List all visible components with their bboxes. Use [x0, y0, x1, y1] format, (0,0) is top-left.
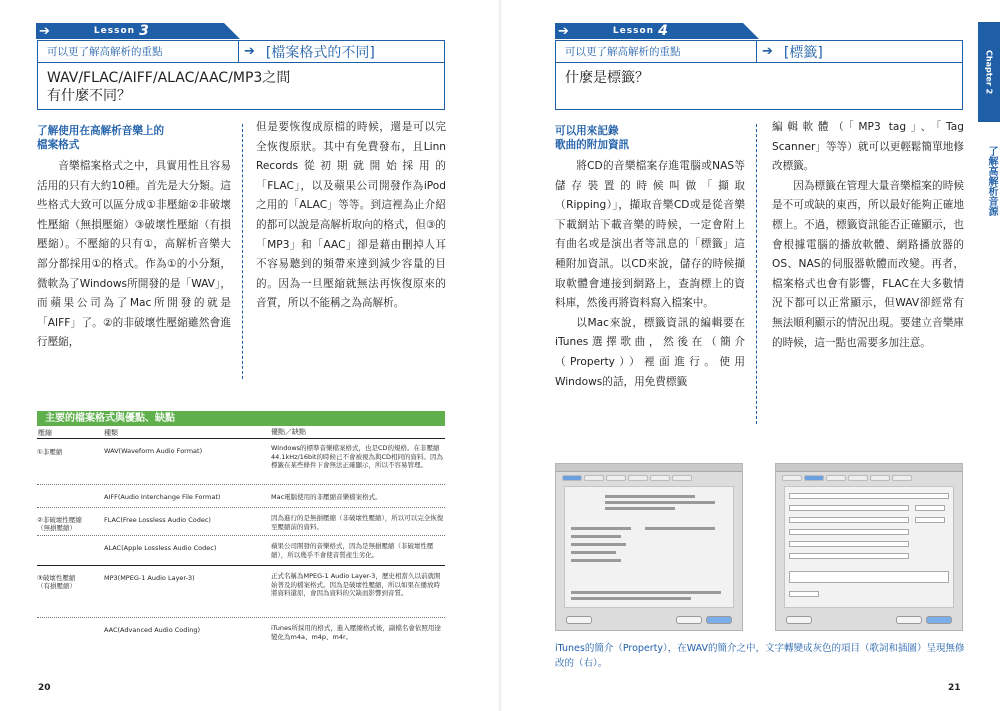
- body-paragraph: 因為標籤在管理大量音樂檔案的時候是不可或缺的東西，所以最好能夠正確地標上。不過，標籤資訊能否正確顯示，也會根據電腦的播放軟體、網路播放器的OS、NAS的伺服器軟體而改變。再者，檔案格式也會有影響，FLAC在大多數情況下都可以正常顯示，但WAV卻經常有無法順利顯示的情況出現。要建立音樂庫的時候，這一點也需要多加注意。: [772, 179, 964, 349]
- body-paragraph: 以Mac來說，標籤資訊的編輯要在iTunes選擇歌曲，然後在（簡介（Property））裡面進行。使用Windows的話，用免費標籤: [555, 316, 745, 388]
- desc-cell: Windows的標準音樂檔案格式，也是CD的規格。在非壓縮44.1kHz/16bit的時候已不會被視為與CD相同的資料。因為標籤在某些條件下會無法正確顯示，所以不容易管理。: [271, 444, 444, 469]
- column-heading: 可以用來記錄 歌曲的附加資訊: [555, 125, 630, 151]
- type-cell: FLAC(Free Lossless Audio Codec): [104, 516, 211, 524]
- lesson-header: [555, 40, 963, 110]
- itunes-info-screenshot-left: [555, 463, 743, 631]
- arrow-icon: ➔: [238, 41, 260, 62]
- group-cell: [37, 485, 104, 507]
- column-1: [37, 124, 231, 353]
- column-heading: 了解使用在高解析音樂上的 檔案格式: [37, 125, 165, 151]
- lesson-title: WAV/FLAC/AIFF/ALAC/AAC/MP3之間 有什麼不同？: [47, 70, 291, 104]
- desc-cell: 蘋果公司開發的音樂格式，因為是無損壓縮（非破壞性壓縮），所以幾乎不會使音質產生劣化。: [271, 542, 434, 559]
- body-paragraph: 但是要恢復成原檔的時候，還是可以完全恢復原狀。其中有免費發布，且Linn Records從初期就開始採用的「FLAC」，以及蘋果公司開發作為iPod之用的「ALAC」等等。到這裡為止介紹的都可以說是高解析取向的格式，但③的「MP3」和「AAC」卻是藉由刪掉人耳不容易聽到的頻帶來達到減少容量的目的。因為一旦壓縮就無法再恢復原來的音質，所以不能稱之為高解析。: [256, 121, 446, 310]
- itunes-info-screenshot-right: [775, 463, 963, 631]
- header-cell: 優點／缺點: [271, 428, 306, 437]
- type-cell: AIFF(Audio Interchange File Format): [104, 493, 221, 501]
- table-header: [37, 427, 445, 439]
- window-titlebar: [776, 464, 962, 472]
- type-cell: ALAC(Apple Lossless Audio Codec): [104, 544, 217, 552]
- group-cell: ①非壓縮: [37, 448, 63, 456]
- page-number: 20: [38, 683, 51, 693]
- subtitle-left: 可以更了解高解析的重點: [47, 46, 163, 58]
- lesson-label: Lesson: [93, 26, 136, 36]
- lesson-number: 3: [139, 23, 149, 39]
- group-cell: [37, 618, 104, 648]
- group-cell: ②非破壞性壓縮 （無損壓縮）: [37, 516, 82, 532]
- dialog-button: [786, 616, 812, 624]
- table-row: [37, 618, 445, 648]
- dialog-pane: [564, 486, 734, 608]
- subtitle-right: [檔案格式的不同]: [265, 44, 375, 61]
- dialog-button: [926, 616, 952, 624]
- group-cell: [37, 536, 104, 565]
- lesson-bar-tip: [743, 23, 759, 39]
- subtitle-row: [556, 41, 962, 63]
- table-row: [37, 508, 445, 536]
- table-row: [37, 485, 445, 508]
- lesson-tab: [36, 23, 261, 39]
- table-row: [37, 566, 445, 618]
- column-divider: [756, 124, 757, 424]
- type-cell: MP3(MPEG-1 Audio Layer-3): [104, 574, 195, 582]
- body-paragraph: 編輯軟體（「MP3 tag」、「Tag Scanner」等等）就可以更輕鬆簡單地修改標籤。: [772, 121, 964, 173]
- group-cell: ③破壞性壓縮 （有損壓縮）: [37, 574, 76, 590]
- body-paragraph: 將CD的音樂檔案存進電腦或NAS等儲存裝置的時候叫做「擷取（Ripping）」，擷取音樂CD或是從音樂下載網站下載音樂的時候，一定會附上有曲名或是演出者等訊息的「標籤」這種附加資訊。以CD來說，儲存的時候擷取軟體會連接到網路上，查詢標上的資料庫，然後再將資料寫入檔案中。: [555, 160, 745, 310]
- lesson-title: 什麼是標籤？: [565, 70, 649, 86]
- desc-cell: iTunes所採用的格式，進入壓縮格式後，副檔名會依照用途變化為m4a、m4p、m4r。: [271, 624, 441, 641]
- format-table: [37, 427, 445, 648]
- dialog-button: [676, 616, 702, 624]
- header-cell: 壓縮: [38, 428, 52, 437]
- arrow-icon: ➔: [756, 41, 778, 62]
- dialog-tabs: [776, 472, 962, 484]
- lesson-tab: [555, 23, 780, 39]
- column-1: [555, 124, 745, 392]
- dialog-button: [896, 616, 922, 624]
- lesson-header: [37, 40, 445, 110]
- chapter-side-tab: Chapter 2: [978, 22, 1000, 122]
- subtitle-row: [38, 41, 444, 63]
- window-titlebar: [556, 464, 742, 472]
- lesson-label: Lesson: [612, 26, 655, 36]
- column-2: [772, 118, 964, 353]
- desc-cell: Mac電腦使用的非壓縮音樂檔案格式。: [271, 493, 382, 501]
- dialog-pane: [784, 486, 954, 608]
- arrow-icon: ➔: [558, 23, 569, 39]
- right-page: [500, 0, 1000, 711]
- column-2: [256, 118, 446, 314]
- header-cell: 種類: [104, 428, 118, 437]
- type-cell: AAC(Advanced Audio Coding): [104, 626, 200, 634]
- dialog-button: [706, 616, 732, 624]
- desc-cell: 因為進行的是無損壓縮（非破壞性壓縮），所以可以完全恢復至壓縮前的資料。: [271, 514, 444, 531]
- dialog-tabs: [556, 472, 742, 484]
- body-paragraph: 音樂檔案格式之中，具實用性且容易活用的只有大約10種。首先是大分類。這些格式大致可以區分成①非壓縮②非破壞性壓縮（無損壓縮）③破壞性壓縮（有損壓縮）。不壓縮的只有①，高解析音樂大部分都採用①的格式。作為①的小分類，微軟為了Windows所開發的是「WAV」，而蘋果公司為了Mac所開發的就是「AIFF」了。②的非破壞性壓縮雖然會進行壓縮，: [37, 160, 231, 349]
- arrow-icon: ➔: [39, 23, 50, 39]
- column-divider: [242, 124, 243, 379]
- subtitle-left: 可以更了解高解析的重點: [565, 46, 681, 58]
- lesson-number: 4: [658, 23, 668, 39]
- table-row: [37, 439, 445, 485]
- subtitle-right: [標籤]: [783, 44, 823, 61]
- dialog-button: [566, 616, 592, 624]
- table-title: 主要的檔案格式與優點、缺點: [37, 411, 445, 426]
- desc-cell: 正式名稱為MPEG-1 Audio Layer-3，歷史相當久以前就開始普及的檔案格式。因為是破壞性壓縮，所以如果在播放時將資料還原，會因為資料的欠缺而影響到音質。: [271, 572, 441, 597]
- chapter-side-text: 了解高解析音源: [986, 146, 997, 216]
- table-row: [37, 536, 445, 566]
- type-cell: WAV(Waveform Audio Format): [104, 447, 203, 455]
- figure-caption: iTunes的簡介（Property），在WAV的簡介之中，文字轉變成灰色的項目（歌詞和插圖）呈現無修改的（右）。: [555, 643, 965, 669]
- lesson-bar-tip: [224, 23, 240, 39]
- page-number: 21: [948, 683, 961, 693]
